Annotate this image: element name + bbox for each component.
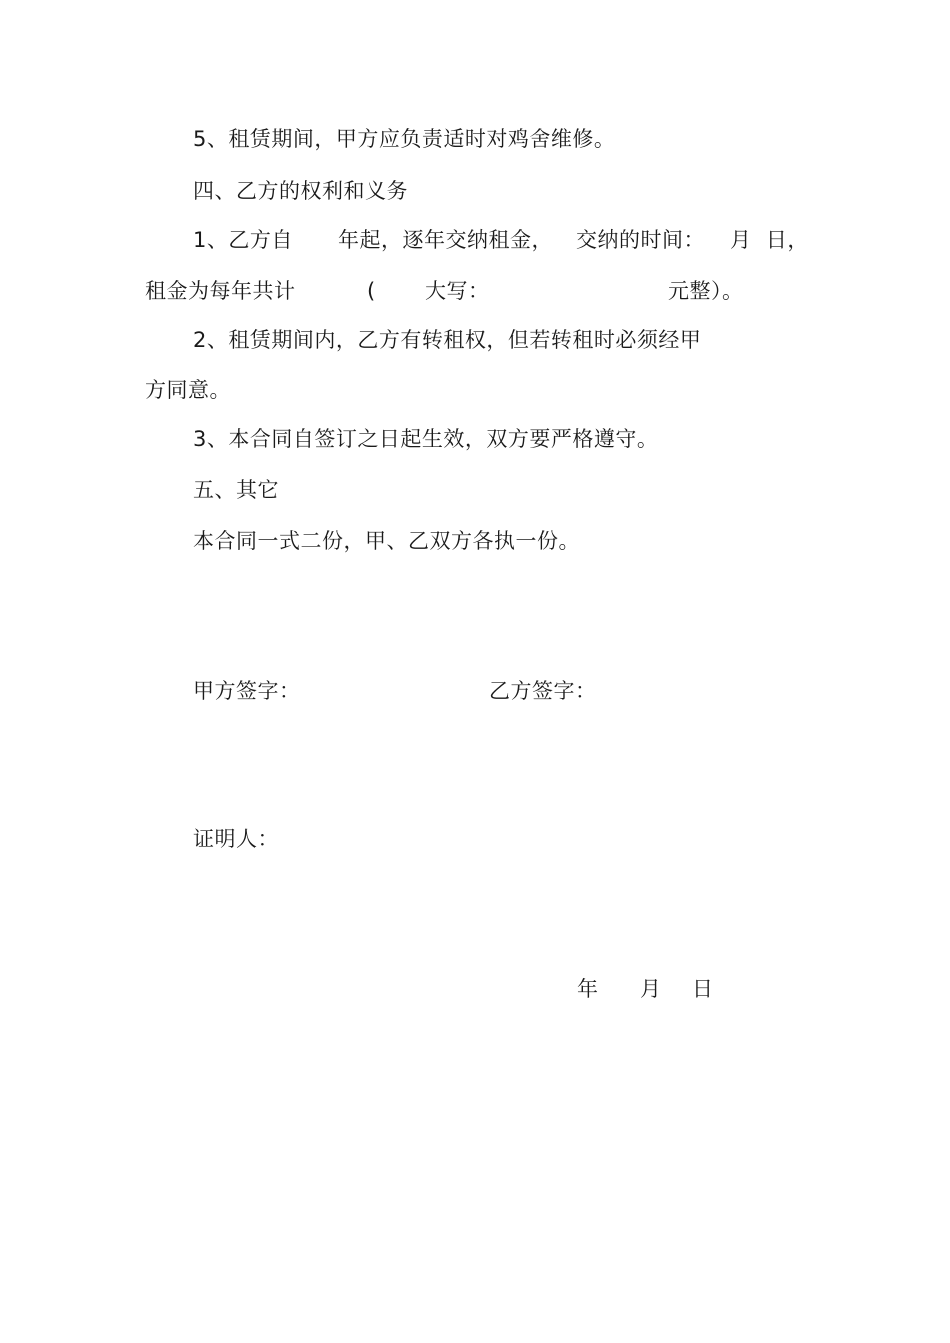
clause-3-5: 5、租赁期间，甲方应负责适时对鸡舍维修。: [193, 127, 616, 151]
section-4-heading: 四、乙方的权利和义务: [193, 179, 408, 203]
date-month-label: 月: [640, 977, 662, 1001]
clause-4-1-line2-a: 租金为每年共计: [145, 279, 296, 303]
clause-4-1-part-d: 月 日，: [730, 228, 809, 252]
clause-4-1-part-b: 年起，逐年交纳租金，: [338, 228, 553, 252]
clause-4-1-line2-b: (: [367, 279, 376, 303]
section-5-heading: 五、其它: [193, 478, 279, 502]
clause-4-2-line1: 2、租赁期间内，乙方有转租权，但若转租时必须经甲: [193, 328, 702, 352]
clause-4-1-part-c: 交纳的时间：: [576, 228, 705, 252]
witness-label: 证明人：: [193, 827, 279, 851]
clause-4-1-line2-d: 元整）。: [668, 279, 744, 303]
clause-4-1-line2-c: 大写：: [425, 279, 490, 303]
date-day-label: 日: [692, 977, 714, 1001]
party-a-signature-label: 甲方签字：: [193, 679, 301, 703]
party-b-signature-label: 乙方签字：: [489, 679, 597, 703]
clause-4-2-line2: 方同意。: [145, 378, 231, 402]
clause-4-3: 3、本合同自签订之日起生效，双方要严格遵守。: [193, 427, 659, 451]
date-year-label: 年: [577, 977, 599, 1001]
section-5-text: 本合同一式二份，甲、乙双方各执一份。: [193, 529, 580, 553]
clause-4-1-part-a: 1、乙方自: [193, 228, 293, 252]
